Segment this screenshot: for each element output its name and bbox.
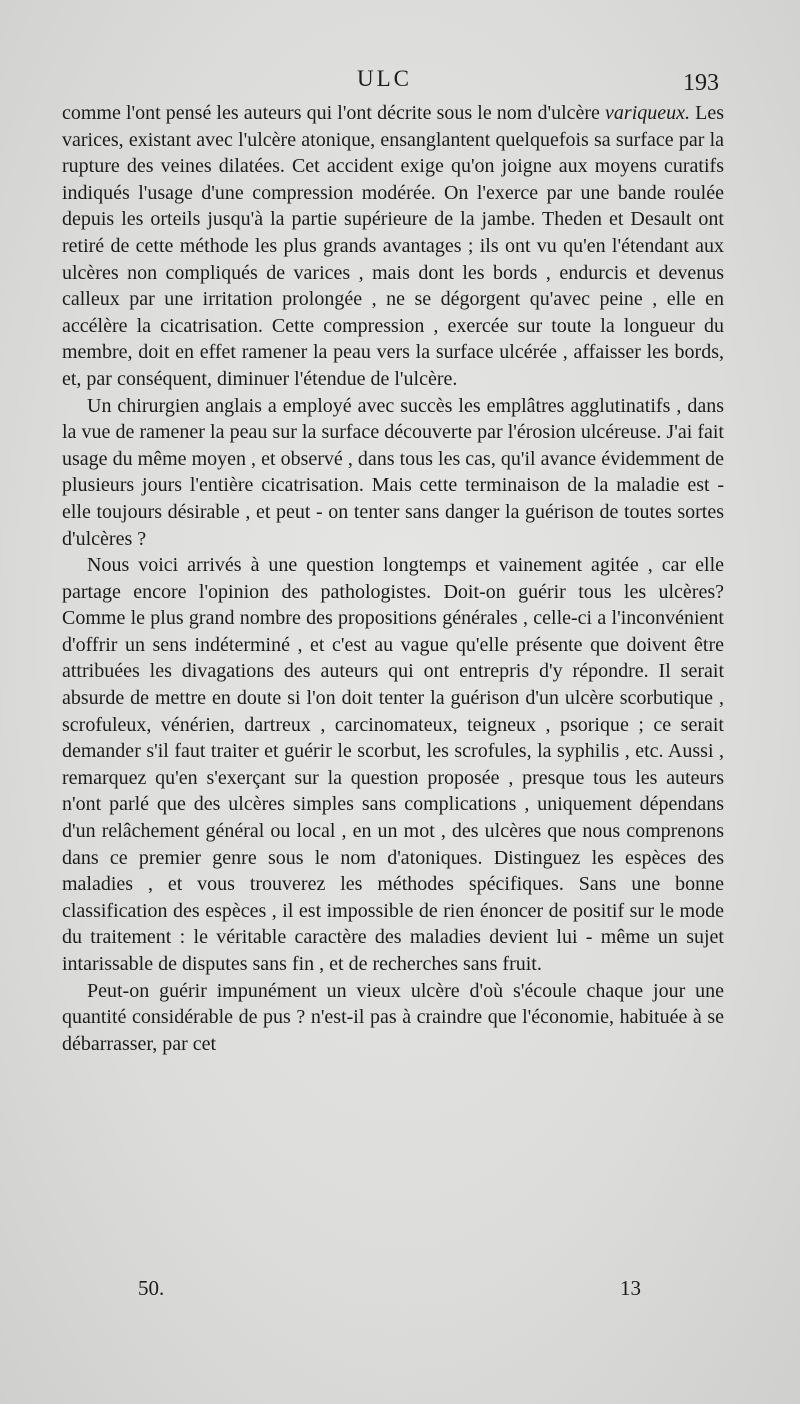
running-head: ULC [357,66,412,91]
body-text [62,100,724,1057]
signature-mark: 50. [138,1276,165,1300]
paragraph-text: Nous voici arrivés à une question longtemps et vainement agitée , car elle partage encore l'opinion des pathologistes. Doit-on guérir tous les ulcères? Comme le plus grand nombre des propositions générales , celle-ci a l'inconvénient d'offrir un sens indéterminé , et c'est au vague qu'elle présente que doivent être attribuées les divagations des auteurs qui ont entrepris d'y répondre. Il serait absurde de mettre en doute si l'on doit tenter la guérison d'un ulcère scorbutique , scrofuleux, vénérien, dartreux , carcinomateux, teigneux , psorique ; ce serait demander s'il faut traiter et guérir le scorbut, les scrofules, la syphilis , etc. Aussi , remarquez qu'en s'exerçant sur la question proposée , presque tous les auteurs n'ont parlé que des ulcères simples sans complications , uniquement dépendans d'un relâchement général ou local , en un mot , des ulcères que nous comprenons dans ce premier genre sous le nom d'atoniques. Distinguez les espèces des maladies , et vous trouverez les méthodes spécifiques. Sans une bonne classification des espèces , il est impossible de rien énoncer de positif sur le mode du traitement : le véritable caractère des maladies devient lui - même un sujet intarissable de disputes sans fin , et de recherches sans fruit. [62,554,724,975]
page-number: 193 [683,70,719,96]
paragraph [62,978,724,1058]
paragraph [62,393,724,553]
sheet-number: 13 [620,1276,641,1300]
page-footer [0,1276,800,1306]
paragraph-text: Peut-on guérir impunément un vieux ulcère d'où s'écoule chaque jour une quantité considérable de pus ? n'est-il pas à craindre que l'économie, habituée à se débarrasser, par cet [62,979,724,1055]
paragraph-text: comme l'ont pensé les auteurs qui l'ont décrite sous le nom d'ulcère [62,102,606,124]
italic-text: variqueux. [605,102,691,124]
paragraph-text: Un chirurgien anglais a employé avec succès les emplâtres agglutinatifs , dans la vue de ramener la peau sur la surface découverte par l'érosion ulcéreuse. J'ai fait usage du même moyen , et observé , dans tous les cas, qu'il avance évidemment de plusieurs jours l'entière cicatrisation. Mais cette terminaison de la maladie est - elle toujours désirable , et peut - on tenter sans danger la guérison de toutes sortes d'ulcères ? [62,394,724,550]
page-header [0,66,800,102]
paragraph [62,100,724,393]
paragraph-text: Les varices, existant avec l'ulcère atonique, ensanglantent quelquefois sa surface par la rupture des veines dilatées. Cet accident exige qu'on joigne aux moyens curatifs indiqués l'usage d'une compression modérée. On l'exerce par une bande roulée depuis les orteils jusqu'à la partie supérieure de la jambe. Theden et Desault ont retiré de cette méthode les plus grands avantages ; ils ont vu qu'en l'étendant aux ulcères non compliqués de varices , mais dont les bords , endurcis et devenus calleux par une irritation prolongée , ne se dégorgent qu'avec peine , elle en accélère la cicatrisation. Cette compression , exercée sur toute la longueur du membre, doit en effet ramener la peau vers la surface ulcérée , affaisser les bords, et, par conséquent, diminuer l'étendue de l'ulcère. [62,102,724,390]
paragraph [62,552,724,978]
